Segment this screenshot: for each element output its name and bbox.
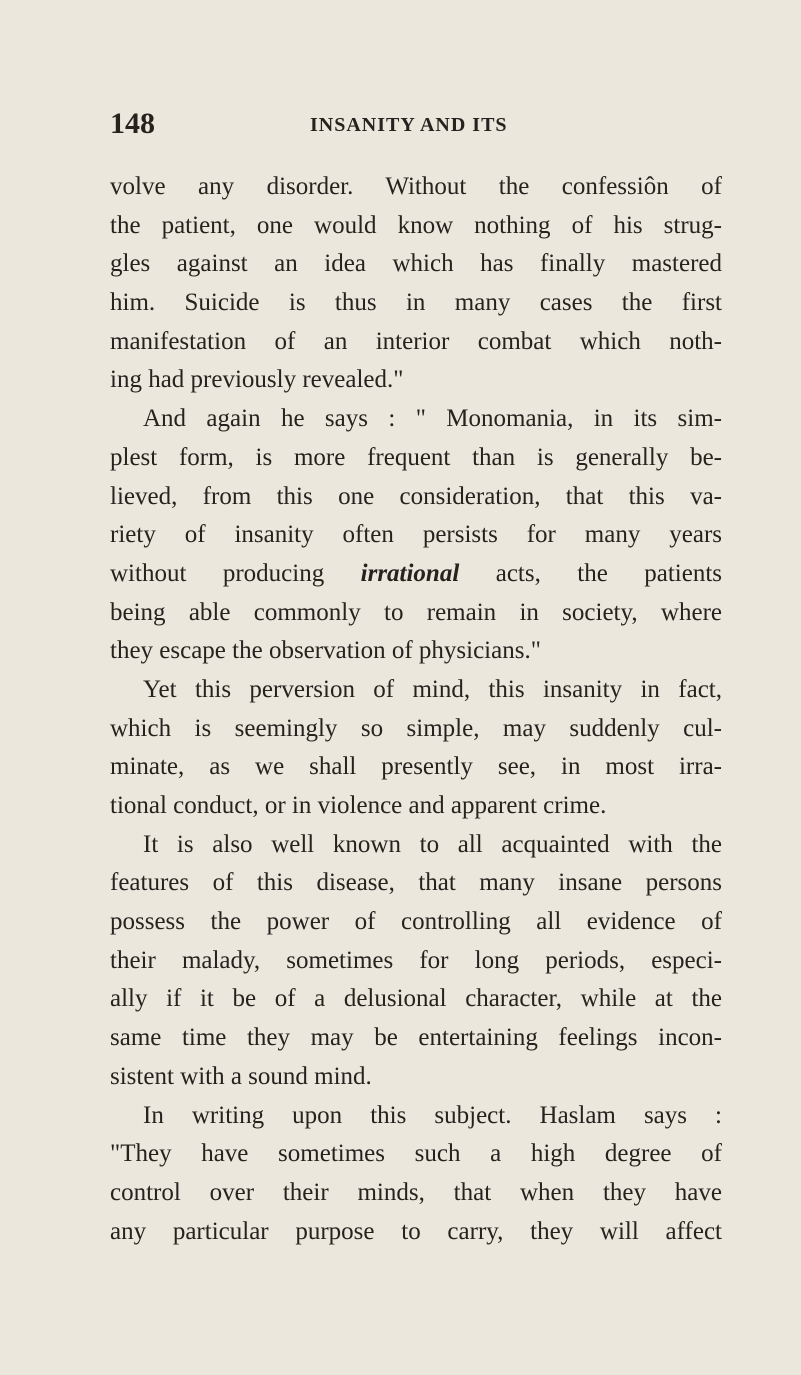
text-line: being able commonly to remain in society, where: [110, 598, 722, 626]
text-line: their malady, sometimes for long periods, especi-: [110, 946, 722, 974]
text-line: any particular purpose to carry, they will affect: [110, 1217, 722, 1245]
text-line: manifestation of an interior combat which noth-: [110, 327, 722, 355]
text-line: minate, as we shall presently see, in most irra-: [110, 753, 722, 781]
text-line: ing had previously revealed.": [110, 366, 404, 394]
running-head: INSANITY AND ITS: [310, 114, 508, 136]
text-line: lieved, from this one consideration, that this va-: [110, 482, 722, 510]
text-line: volve any disorder. Without the confessiôn of: [110, 173, 722, 200]
text-line: him. Suicide is thus in many cases the first: [110, 289, 722, 317]
text-line: Yet this perversion of mind, this insanity in fact,: [143, 675, 722, 703]
emphasized-word: irrational: [360, 559, 460, 587]
text-line: plest form, is more frequent than is generally be-: [110, 443, 722, 471]
text-segment: acts, the patients: [495, 559, 723, 587]
text-line: the patient, one would know nothing of his strug-: [110, 211, 722, 239]
text-line: sistent with a sound mind.: [110, 1062, 372, 1090]
page-number: 148: [110, 107, 155, 140]
text-line: And again he says : " Monomania, in its sim-: [143, 405, 722, 433]
text-line: tional conduct, or in violence and apparent crime.: [110, 792, 607, 819]
text-line-with-emphasis: [110, 555, 722, 594]
text-line: control over their minds, that when they have: [110, 1178, 722, 1206]
text-line: It is also well known to all acquainted with the: [143, 830, 722, 858]
text-segment: without producing: [110, 559, 325, 587]
text-line: they escape the observation of physicians.": [110, 637, 541, 665]
text-line: possess the power of controlling all evidence of: [110, 908, 722, 936]
body-text: [110, 168, 722, 1251]
page-header: [110, 106, 710, 142]
text-line: same time they may be entertaining feelings incon-: [110, 1024, 722, 1052]
text-line: riety of insanity often persists for many years: [110, 521, 722, 549]
text-line: gles against an idea which has finally mastered: [110, 250, 722, 278]
text-line: features of this disease, that many insane persons: [110, 869, 722, 897]
text-line: ally if it be of a delusional character, while at the: [110, 985, 722, 1013]
text-line: In writing upon this subject. Haslam says :: [143, 1101, 722, 1129]
text-line: "They have sometimes such a high degree of: [110, 1140, 722, 1168]
text-line: which is seemingly so simple, may suddenly cul-: [110, 714, 722, 742]
